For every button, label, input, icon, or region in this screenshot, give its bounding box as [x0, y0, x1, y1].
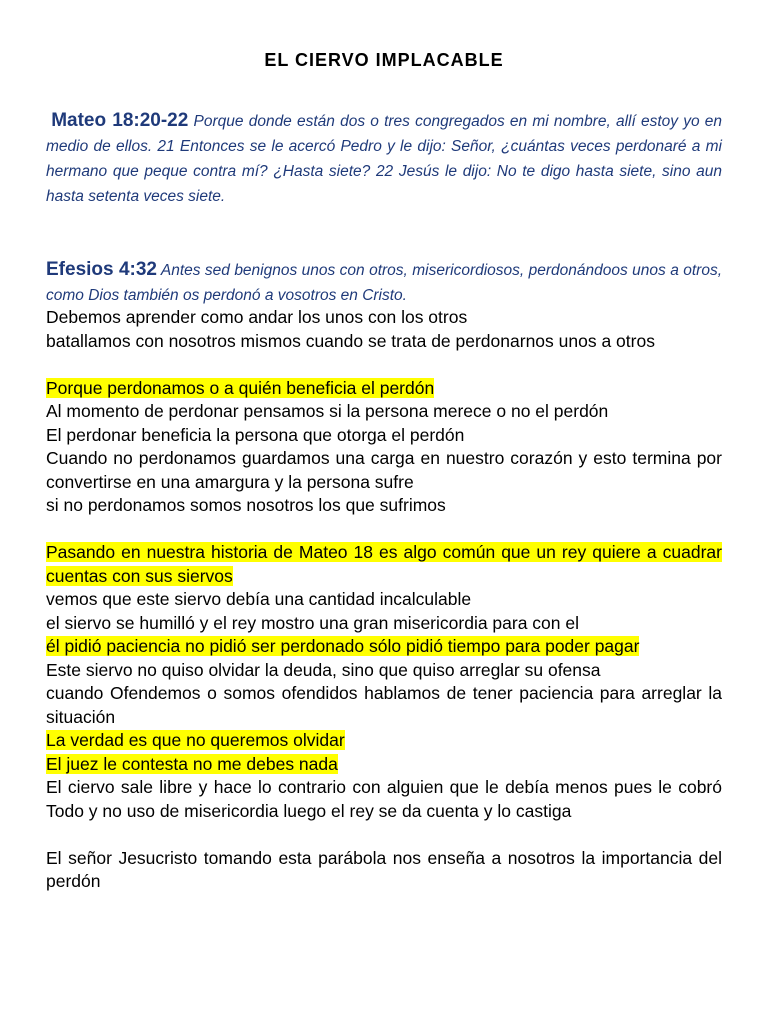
paragraph: cuando Ofendemos o somos ofendidos hablamos de tener paciencia para arreglar la situación [46, 683, 722, 727]
verse-text: Porque donde están dos o tres congregados en mi nombre, allí estoy yo en medio de ellos. 21 Entonces se le acercó Pedro y le dijo: Señor, ¿cuántas veces perdonaré a mi hermano que peque contra mí? ¿Hasta siete? 22 Jesús le dijo: No te digo hasta siete, sino aun hasta setenta veces siete. [46, 113, 723, 205]
paragraph: Al momento de perdonar pensamos si la persona merece o no el perdón [46, 401, 609, 421]
verse-mateo [46, 108, 722, 209]
highlighted-heading: Pasando en nuestra historia de Mateo 18 es algo común que un rey quiere a cuadrar cuentas con sus siervos [46, 542, 722, 586]
highlighted-text: El juez le contesta no me debes nada [46, 753, 338, 774]
verse-efesios [46, 257, 722, 308]
verse-reference: Efesios 4:32 [46, 259, 158, 280]
paragraph: batallamos con nosotros mismos cuando se trata de perdonarnos unos a otros [46, 330, 655, 351]
paragraph: Cuando no perdonamos guardamos una carga en nuestro corazón y esto termina por convertirse en una amargura y la persona sufre [46, 448, 722, 492]
paragraph: El señor Jesucristo tomando esta parábola nos enseña a nosotros la importancia del perdón [46, 847, 722, 891]
document-body [46, 306, 722, 894]
verse-reference: Mateo 18:20-22 [51, 110, 189, 131]
paragraph: Este siervo no quiso olvidar la deuda, sino que quiso arreglar su ofensa [46, 659, 601, 680]
paragraph: El perdonar beneficia la persona que otorga el perdón [46, 424, 465, 445]
highlighted-text: La verdad es que no queremos olvidar [46, 730, 345, 750]
paragraph: Debemos aprender como andar los unos con los otros [46, 307, 468, 327]
paragraph: vemos que este siervo debía una cantidad incalculable [46, 589, 472, 609]
paragraph: si no perdonamos somos nosotros los que sufrimos [46, 495, 446, 515]
highlighted-text: él pidió paciencia no pidió ser perdonado sólo pidió tiempo para poder pagar [46, 636, 640, 656]
verse-text: Antes sed benignos unos con otros, misericordiosos, perdonándoos unos a otros, como Dios también os perdonó a vosotros en Cristo. [46, 262, 722, 304]
paragraph: el siervo se humilló y el rey mostro una gran misericordia para con el [46, 612, 580, 633]
document-title: EL CIERVO IMPLACABLE [264, 50, 504, 70]
highlighted-heading: Porque perdonamos o a quién beneficia el perdón [46, 377, 435, 398]
paragraph: El ciervo sale libre y hace lo contrario con alguien que le debía menos pues le cobró Todo y no uso de misericordia luego el rey se da cuenta y lo castiga [46, 777, 722, 821]
